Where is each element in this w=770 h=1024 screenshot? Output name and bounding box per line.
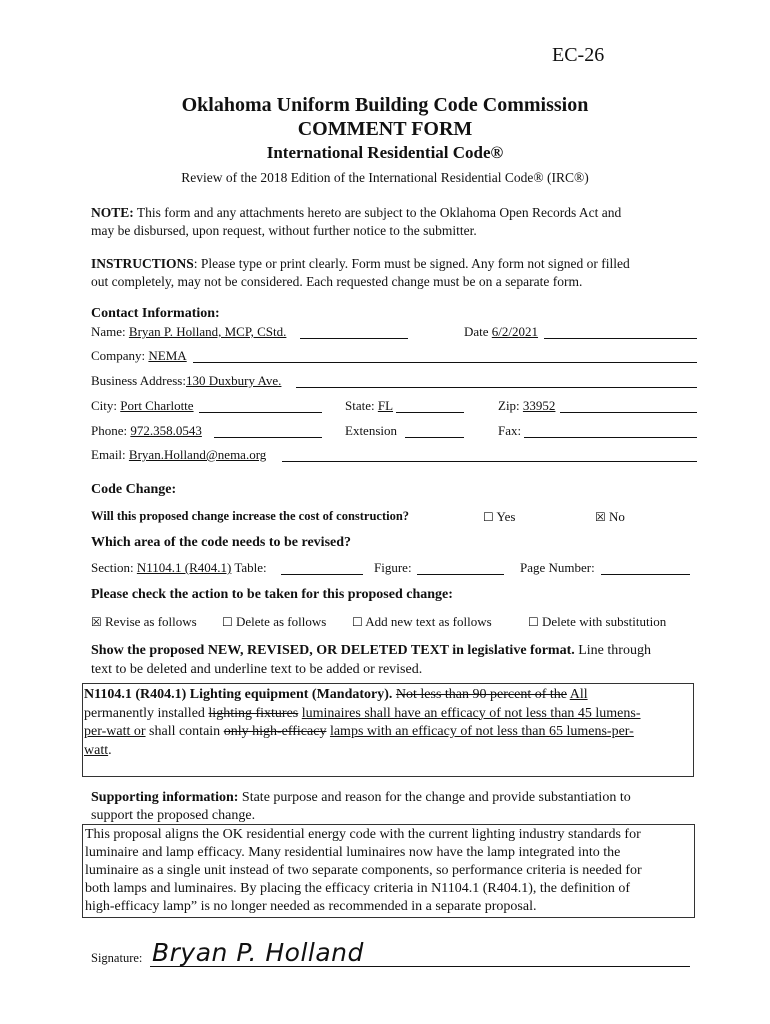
phone-label: Phone: [91, 423, 131, 438]
state-field[interactable] [345, 398, 393, 414]
inserted-text-2a: luminaires shall have an efficacy of not less than 45 lumens- [301, 705, 641, 721]
page-number-field[interactable] [520, 560, 595, 576]
city-line [199, 412, 322, 413]
zip-line [560, 412, 697, 413]
city-value: Port Charlotte [120, 398, 194, 413]
signature-line[interactable] [150, 966, 690, 967]
supporting-heading: Supporting information: [91, 790, 239, 805]
company-label: Company: [91, 348, 149, 363]
date-value: 6/2/2021 [491, 324, 539, 339]
note-line2: may be disbursed, upon request, without further notice to the submitter. [91, 223, 477, 238]
supporting-text [85, 826, 691, 916]
supporting-heading-rest: State purpose and reason for the change and provide substantiation to [238, 790, 631, 805]
deleted-text-1: Not less than 90 percent of the [395, 687, 567, 702]
address-label: Business Address: [91, 373, 186, 388]
instructions-line2: out completely, may not be considered. Each requested change must be on a separate form. [91, 274, 583, 289]
fax-label: Fax: [498, 423, 522, 438]
figure-field[interactable] [374, 560, 412, 576]
instructions-paragraph [91, 255, 630, 291]
action-revise[interactable] [91, 614, 197, 630]
no-label: No [605, 509, 625, 524]
table-line [281, 574, 363, 575]
delete-label: Delete as follows [232, 614, 327, 629]
action-add[interactable] [352, 614, 492, 630]
inserted-text-1: All [569, 687, 588, 702]
fax-line [524, 437, 697, 438]
fax-field[interactable] [498, 423, 521, 439]
note-label: NOTE: [91, 205, 134, 220]
substitute-label: Delete with substitution [538, 614, 667, 629]
figure-line [417, 574, 504, 575]
proposal-text-3: shall contain [145, 724, 224, 739]
add-checkbox[interactable]: ☐ [352, 615, 363, 629]
supporting-line: luminaire and lamp efficacy. Many residential luminaires now have the lamp integrated into the [85, 845, 621, 860]
date-label: Date [464, 324, 492, 339]
yes-option[interactable] [483, 509, 515, 525]
email-label: Email: [91, 447, 129, 462]
zip-field[interactable] [498, 398, 555, 414]
company-value: NEMA [148, 348, 187, 363]
yes-label: Yes [493, 509, 516, 524]
section-field[interactable] [91, 560, 267, 576]
no-checkbox[interactable]: ☒ [595, 510, 606, 524]
phone-field[interactable] [91, 423, 202, 439]
code-change-heading: Code Change: [91, 482, 177, 497]
action-substitute[interactable] [528, 614, 666, 630]
legislative-heading: Show the proposed NEW, REVISED, OR DELETED TEXT in legislative format. [91, 643, 575, 658]
revise-checkbox[interactable]: ☒ [91, 615, 102, 629]
city-field[interactable] [91, 398, 194, 414]
inserted-text-3a: lamps with an efficacy of not less than 65 lumens-per- [329, 724, 634, 739]
email-line [282, 461, 697, 462]
action-delete[interactable] [222, 614, 326, 630]
inserted-text-2b: per-watt or [84, 724, 146, 739]
add-label: Add new text as follows [362, 614, 492, 629]
inserted-text-3b: watt [84, 742, 109, 758]
no-option[interactable] [595, 509, 625, 525]
section-value: N1104.1 (R404.1) [136, 560, 232, 575]
name-label: Name: [91, 324, 129, 339]
yes-checkbox[interactable]: ☐ [483, 510, 494, 524]
section-label: Section: [91, 560, 137, 575]
state-label: State: [345, 398, 378, 413]
page-number-line [601, 574, 690, 575]
table-label: Table: [231, 560, 267, 575]
commission-title: Oklahoma Uniform Building Code Commission [181, 94, 589, 116]
figure-label: Figure: [374, 560, 412, 575]
address-line [296, 387, 697, 388]
signature-value: Bryan P. Holland [152, 938, 364, 967]
cost-question: Will this proposed change increase the cost of construction? [91, 509, 410, 523]
zip-value: 33952 [522, 398, 556, 413]
instructions-line1: : Please type or print clearly. Form must be signed. Any form not signed or filled [193, 256, 630, 271]
supporting-line: high-efficacy lamp” is no longer needed as recommended in a separate proposal. [85, 899, 537, 914]
supporting-line: luminaire as a single unit instead of two separate components, so performance criteria is needed for [85, 863, 642, 878]
revise-label: Revise as follows [101, 614, 197, 629]
area-question: Which area of the code needs to be revised? [91, 535, 352, 550]
extension-label: Extension [345, 423, 397, 438]
proposal-text [84, 686, 690, 760]
phone-value: 972.358.0543 [130, 423, 202, 438]
name-line [300, 338, 408, 339]
name-field[interactable] [91, 324, 286, 340]
contact-heading: Contact Information: [91, 306, 220, 321]
code-title: International Residential Code® [266, 143, 504, 162]
legislative-line2: text to be deleted and underline text to be added or revised. [91, 662, 423, 677]
city-label: City: [91, 398, 121, 413]
legislative-paragraph [91, 641, 651, 679]
extension-field[interactable] [345, 423, 397, 439]
note-paragraph [91, 204, 621, 240]
deleted-text-2: lighting fixtures [208, 705, 299, 721]
substitute-checkbox[interactable]: ☐ [528, 615, 539, 629]
form-title: COMMENT FORM [297, 118, 473, 140]
zip-label: Zip: [498, 398, 523, 413]
supporting-line: both lamps and luminaires. By placing the efficacy criteria in N1104.1 (R404.1), the definition of [85, 881, 631, 896]
email-field[interactable] [91, 447, 266, 463]
address-value: 130 Duxbury Ave. [185, 373, 282, 388]
proposal-text-2: permanently installed [84, 705, 209, 721]
deleted-text-3: only high-efficacy [223, 724, 327, 739]
supporting-line2: support the proposed change. [91, 808, 256, 823]
email-value: Bryan.Holland@nema.org [128, 447, 267, 462]
legislative-heading-rest: Line through [574, 643, 651, 658]
name-value: Bryan P. Holland, MCP, CStd. [128, 324, 287, 339]
delete-checkbox[interactable]: ☐ [222, 615, 233, 629]
state-line [396, 412, 464, 413]
page-number-label: Page Number: [520, 560, 595, 575]
address-field[interactable] [91, 373, 281, 389]
extension-line [405, 437, 464, 438]
state-value: FL [377, 398, 394, 413]
supporting-paragraph [91, 789, 631, 825]
note-line1: This form and any attachments hereto are subject to the Oklahoma Open Records Act and [133, 205, 622, 220]
instructions-label: INSTRUCTIONS [91, 256, 194, 271]
supporting-line: This proposal aligns the OK residential energy code with the current lighting industry standards for [85, 827, 641, 842]
company-field[interactable] [91, 348, 187, 364]
action-heading: Please check the action to be taken for this proposed change: [91, 587, 453, 602]
date-field[interactable] [464, 324, 538, 340]
form-id: EC-26 [552, 44, 605, 66]
proposal-text-4: . [108, 742, 112, 758]
date-line [544, 338, 697, 339]
proposal-title: N1104.1 (R404.1) Lighting equipment (Mandatory). [84, 687, 393, 702]
review-line: Review of the 2018 Edition of the International Residential Code® (IRC®) [181, 170, 589, 185]
signature-label: Signature: [91, 951, 143, 965]
company-line [193, 362, 697, 363]
phone-line [214, 437, 322, 438]
